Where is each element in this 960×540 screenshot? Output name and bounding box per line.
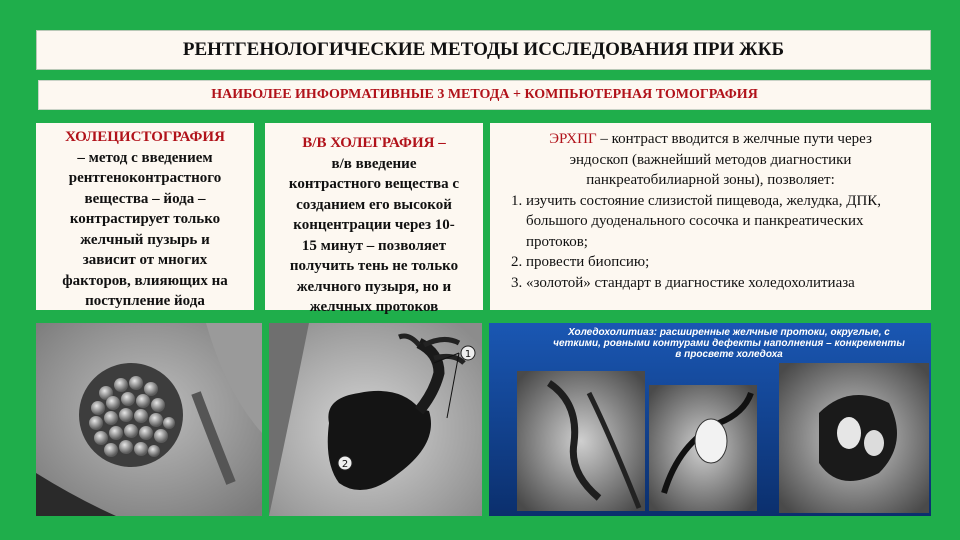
- slide-subtitle: [38, 80, 931, 110]
- iv-cholegraphy-line: контрастного вещества с: [288, 176, 460, 192]
- iv-cholegraphy-heading: В/В ХОЛЕГРАФИЯ –: [302, 135, 446, 151]
- cholecystography-line: – метод с введением: [77, 149, 213, 166]
- slide-subtitle-text: НАИБОЛЕЕ ИНФОРМАТИВНЫЕ 3 МЕТОДА + КОМПЬЮТЕРНАЯ ТОМОГРАФИЯ: [211, 87, 758, 102]
- cholecystography-line: поступление йода: [85, 293, 205, 309]
- cholecystography-line: вещества – йода –: [84, 190, 206, 207]
- ercp-images-panel: [489, 323, 931, 516]
- cholecystography-line: факторов, влияющих на: [62, 272, 228, 289]
- cholecystogram-image: [36, 323, 262, 516]
- ercp-intro: [498, 129, 923, 150]
- cholecystography-line: зависит от многих: [82, 252, 208, 268]
- cholecystography-box: [36, 123, 254, 310]
- slide-title: [36, 30, 931, 70]
- ercp-box: [490, 123, 931, 310]
- iv-cholegraphy-line: концентрации через 10-: [293, 217, 455, 233]
- marker-2: 2: [341, 459, 349, 470]
- iv-cholegraphy-line: созданием его высокой: [296, 196, 452, 213]
- ercp-list-item: 1. изучить состояние слизистой пищевода, желудка, ДПК, большого дуоденального сосочка и панкреатических протоков;: [526, 191, 923, 253]
- ercp-list-item: 2. провести биопсию;: [526, 252, 923, 273]
- ercp-list: [498, 191, 923, 294]
- cholecystography-line: контрастирует только: [69, 211, 221, 227]
- marker-1: 1: [464, 349, 472, 360]
- ercp-heading: ЭРХПГ: [549, 131, 597, 147]
- ercp-intro-text: – контраст вводится в желчные пути через: [596, 131, 872, 147]
- ercp-caption: Холедохолитиаз: расширенные желчные протоки, округлые, с четкими, ровными контурами дефекты наполнения – конкременты в просвете холедоха: [553, 327, 905, 360]
- iv-cholegraphy-line: желчных протоков: [309, 299, 439, 315]
- ercp-line: эндоскоп (важнейший методов диагностики: [569, 151, 852, 168]
- ercp-line: панкреатобилиарной зоны), позволяет:: [586, 172, 835, 188]
- iv-cholegram-image: [269, 323, 482, 516]
- iv-cholegraphy-line: в/в введение: [331, 155, 417, 172]
- iv-cholegraphy-line: желчного пузыря, но и: [296, 278, 452, 295]
- cholecystography-heading: ХОЛЕЦИСТОГРАФИЯ: [65, 129, 225, 145]
- iv-cholegraphy-line: 15 минут – позволяет: [301, 237, 447, 254]
- ercp-list-item: 3. «золотой» стандарт в диагностике холедохолитиаза: [526, 273, 923, 294]
- cholecystography-line: рентгеноконтрастного: [68, 170, 222, 186]
- iv-cholegraphy-box: [265, 123, 483, 315]
- slide-title-text: РЕНТГЕНОЛОГИЧЕСКИЕ МЕТОДЫ ИССЛЕДОВАНИЯ ПРИ ЖКБ: [182, 39, 785, 60]
- iv-cholegraphy-line: получить тень не только: [289, 258, 459, 274]
- cholecystography-line: желчный пузырь и: [80, 231, 210, 248]
